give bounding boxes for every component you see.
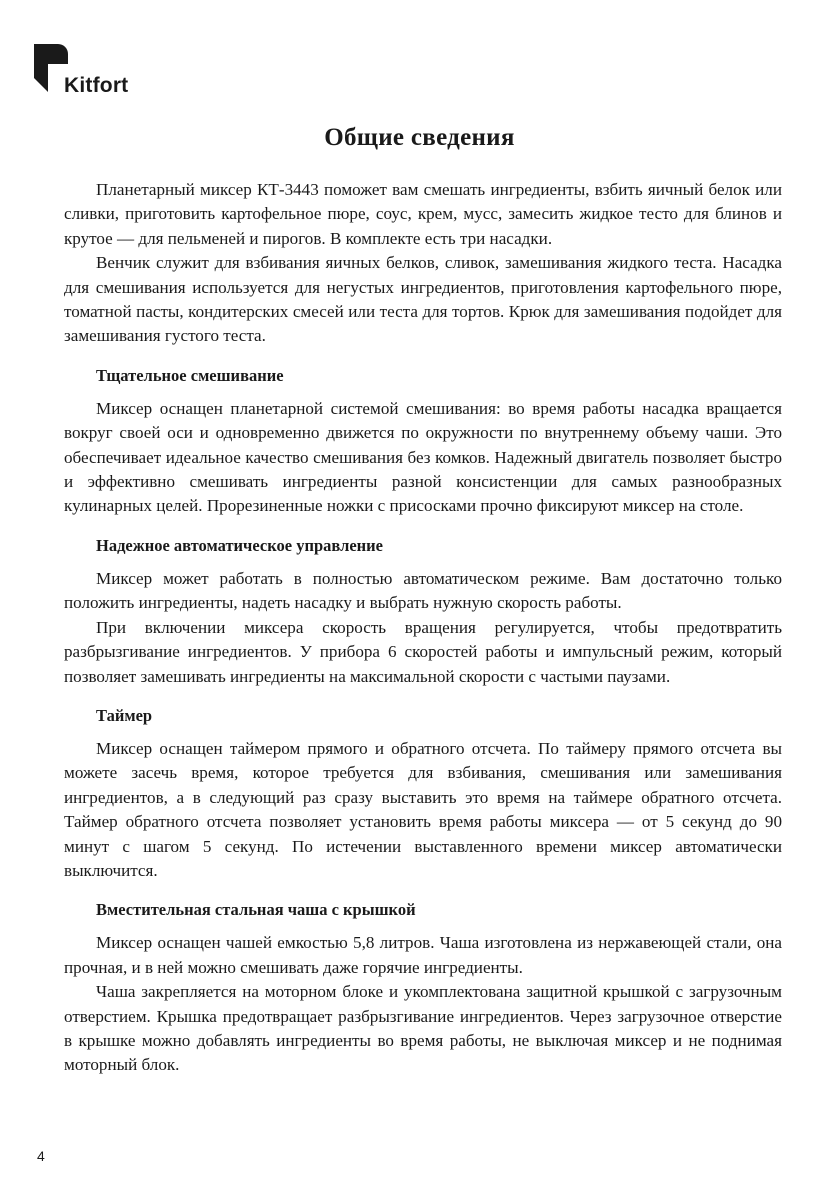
- brand-name: Kitfort: [64, 74, 129, 97]
- section-heading: Надежное автоматическое управление: [96, 535, 383, 555]
- section-paragraph: При включении миксера скорость вращения регулируется, чтобы предотвратить разбрызгивание ингредиентов. У прибора 6 скоростей работы и импульсный режим, который позволяет замешивать ингредиенты на максимальной скорости с частыми паузами.: [64, 617, 782, 686]
- document-body: [64, 178, 782, 1078]
- section-heading: Тщательное смешивание: [96, 365, 284, 385]
- page-title: Общие сведения: [324, 124, 515, 151]
- kitfort-logo-mark-icon: [34, 44, 68, 92]
- section-paragraph: Миксер оснащен таймером прямого и обратного отсчета. По таймеру прямого отсчета вы можете засечь время, которое требуется для взбивания, смешивания или замешивания ингредиентов, а в следующий раз сразу выставить это время на таймере обратного отсчета. Таймер обратного отсчета позволяет установить время работы миксера — от 5 секунд до 90 минут с шагом 5 секунд. По истечении выставленного времени миксер автоматически выключится.: [64, 738, 782, 880]
- section-paragraph: Миксер оснащен планетарной системой смешивания: во время работы насадка вращается вокруг своей оси и одновременно движется по окружности по внутреннему объему чаши. Это обеспечивает идеальное качество смешивания без комков. Надежный двигатель позволяет быстро и эффективно смешивать ингредиенты разной консистенции для самых разнообразных кулинарных целей. Прорезиненные ножки с присосками прочно фиксируют миксер на столе.: [64, 398, 782, 516]
- section-paragraph: Миксер может работать в полностью автоматическом режиме. Вам достаточно только положить ингредиенты, надеть насадку и выбрать нужную скорость работы.: [64, 568, 782, 613]
- intro-paragraph: Венчик служит для взбивания яичных белков, сливок, замешивания жидкого теста. Насадка для смешивания используется для негустых ингредиентов, приготовления картофельного пюре, томатной пасты, кондитерских смесей или теста для тортов. Крюк для замешивания подойдет для замешивания густого теста.: [64, 253, 782, 346]
- section-paragraph: Чаша закрепляется на моторном блоке и укомплектована защитной крышкой с загрузочным отверстием. Крышка предотвращает разбрызгивание ингредиентов. Через загрузочное отверстие в крышке можно добавлять ингредиенты во время работы, не выключая миксер и не поднимая моторный блок.: [64, 982, 782, 1075]
- section-paragraph: Миксер оснащен чашей емкостью 5,8 литров. Чаша изготовлена из нержавеющей стали, она прочная, и в ней можно смешивать даже горячие ингредиенты.: [64, 933, 782, 977]
- page-number: 4: [37, 1148, 45, 1164]
- section-heading: Таймер: [96, 705, 153, 725]
- section-heading: Вместительная стальная чаша с крышкой: [96, 900, 416, 920]
- intro-paragraph: Планетарный миксер КТ-3443 поможет вам смешать ингредиенты, взбить яичный белок или сливки, приготовить картофельное пюре, соус, крем, мусс, замесить жидкое тесто для блинов и крутое — для пельменей и пирогов. В комплекте есть три насадки.: [64, 180, 782, 248]
- brand-logo: [34, 44, 144, 98]
